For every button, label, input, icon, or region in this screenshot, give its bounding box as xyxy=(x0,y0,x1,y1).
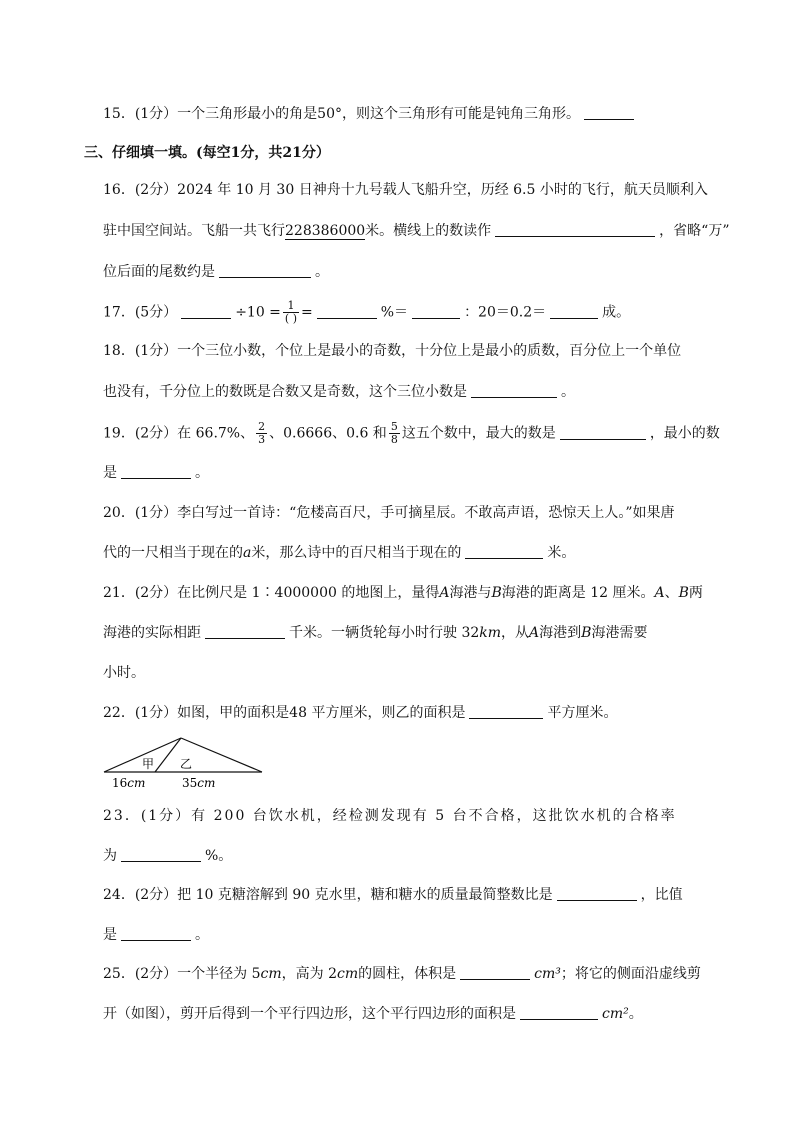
answer-blank[interactable] xyxy=(550,304,598,319)
question-21-line-2: 海港的实际相距 千米。一辆货轮每小时行驶 32km，从A海港到B海港需要 xyxy=(103,625,648,641)
answer-blank[interactable] xyxy=(121,464,191,479)
question-25-line-1: 25．(2分）一个半径为 5cm，高为 2cm的圆柱，体积是 cm³；将它的侧面沿虚线剪 xyxy=(103,966,701,982)
question-22: 22．(1分）如图，甲的面积是48 平方厘米，则乙的面积是 平方厘米。 xyxy=(103,705,618,721)
question-17: 17．(5分） ÷10 = $\frac{1}{( )}$ = %＝ ：20＝0.2＝ 成。 xyxy=(103,299,631,325)
question-19-line-2: 是 。 xyxy=(103,465,209,481)
triangle-right-side xyxy=(181,738,262,772)
label-16cm: 16cm xyxy=(112,776,146,790)
answer-blank[interactable] xyxy=(205,624,285,639)
label-jia: 甲 xyxy=(142,757,155,771)
answer-blank[interactable] xyxy=(495,222,655,237)
answer-blank[interactable] xyxy=(471,383,557,398)
answer-blank[interactable] xyxy=(219,263,311,278)
question-24-line-2: 是 。 xyxy=(103,927,209,943)
answer-blank[interactable] xyxy=(317,304,377,319)
question-18-line-2: 也没有，千分位上的数既是合数又是奇数，这个三位小数是 。 xyxy=(103,384,575,400)
question-15 xyxy=(103,104,638,124)
answer-blank[interactable] xyxy=(412,304,460,319)
answer-blank[interactable] xyxy=(557,886,637,901)
question-24-line-1: 24．(2分）把 10 克糖溶解到 90 克水里，糖和糖水的质量最简整数比是 ，比值 xyxy=(103,887,683,903)
section-3-title: 三、仔细填一填。(每空1分，共21分） xyxy=(84,145,330,161)
answer-blank[interactable] xyxy=(460,965,530,980)
answer-blank[interactable] xyxy=(181,304,231,319)
fraction-2-3: $\frac{2}{3}$ xyxy=(258,420,266,446)
answer-blank[interactable] xyxy=(560,425,646,440)
answer-blank[interactable] xyxy=(465,544,543,559)
underlined-number: 228386000 xyxy=(285,223,366,239)
question-16-line-1: 16．(2分）2024 年 10 月 30 日神舟十九号载人飞船升空，历经 6.5 小时的飞行，航天员顺利入 xyxy=(103,182,708,198)
question-16-line-3: 位后面的尾数约是 。 xyxy=(103,264,329,280)
question-20-line-1: 20．(1分）李白写过一首诗：“危楼高百尺，手可摘星辰。不敢高声语，恐惊天上人。”如果唐 xyxy=(103,505,675,521)
answer-blank[interactable] xyxy=(520,1005,598,1020)
question-21-line-1: 21．(2分）在比例尺是 1∶4000000 的地图上，量得A海港与B海港的距离是 12 厘米。A、B两 xyxy=(103,585,703,601)
label-35cm: 35cm xyxy=(182,776,216,790)
answer-blank[interactable] xyxy=(469,704,543,719)
fraction: $\frac{1}{( )}$ xyxy=(284,299,298,325)
question-23-line-1: 23．(1分）有 200 台饮水机，经检测发现有 5 台不合格，这批饮水机的合格率 xyxy=(103,808,677,824)
triangle-figure xyxy=(100,735,270,793)
question-20-line-2: 代的一尺相当于现在的a米，那么诗中的百尺相当于现在的 米。 xyxy=(103,545,576,561)
question-18-line-1: 18．(1分）一个三位小数，个位上是最小的奇数，十分位上是最小的质数，百分位上一个单位 xyxy=(103,343,682,359)
answer-blank[interactable] xyxy=(121,926,191,941)
label-yi: 乙 xyxy=(180,757,193,771)
answer-blank[interactable] xyxy=(121,847,201,862)
question-23-line-2: 为 %。 xyxy=(103,848,233,864)
question-16-line-2: 驻中国空间站。飞船一共飞行228386000米。横线上的数读作 ，省略“万” xyxy=(103,223,730,239)
question-21-line-3: 小时。 xyxy=(103,665,145,681)
question-19-line-1: 19．(2分）在 66.7%、 $\frac{2}{3}$ 、0.6666、0.6 和 $\frac{5}{8}$ 这五个数中，最大的数是 ，最小的数 xyxy=(103,420,720,446)
question-25-line-2: 开（如图），剪开后得到一个平行四边形，这个平行四边形的面积是 cm²。 xyxy=(103,1006,643,1022)
answer-blank[interactable] xyxy=(584,105,634,120)
q15-text: 15．(1分）一个三角形最小的角是50°，则这个三角形有可能是钝角三角形。 xyxy=(103,106,580,122)
fraction-5-8: $\frac{5}{8}$ xyxy=(390,420,398,446)
